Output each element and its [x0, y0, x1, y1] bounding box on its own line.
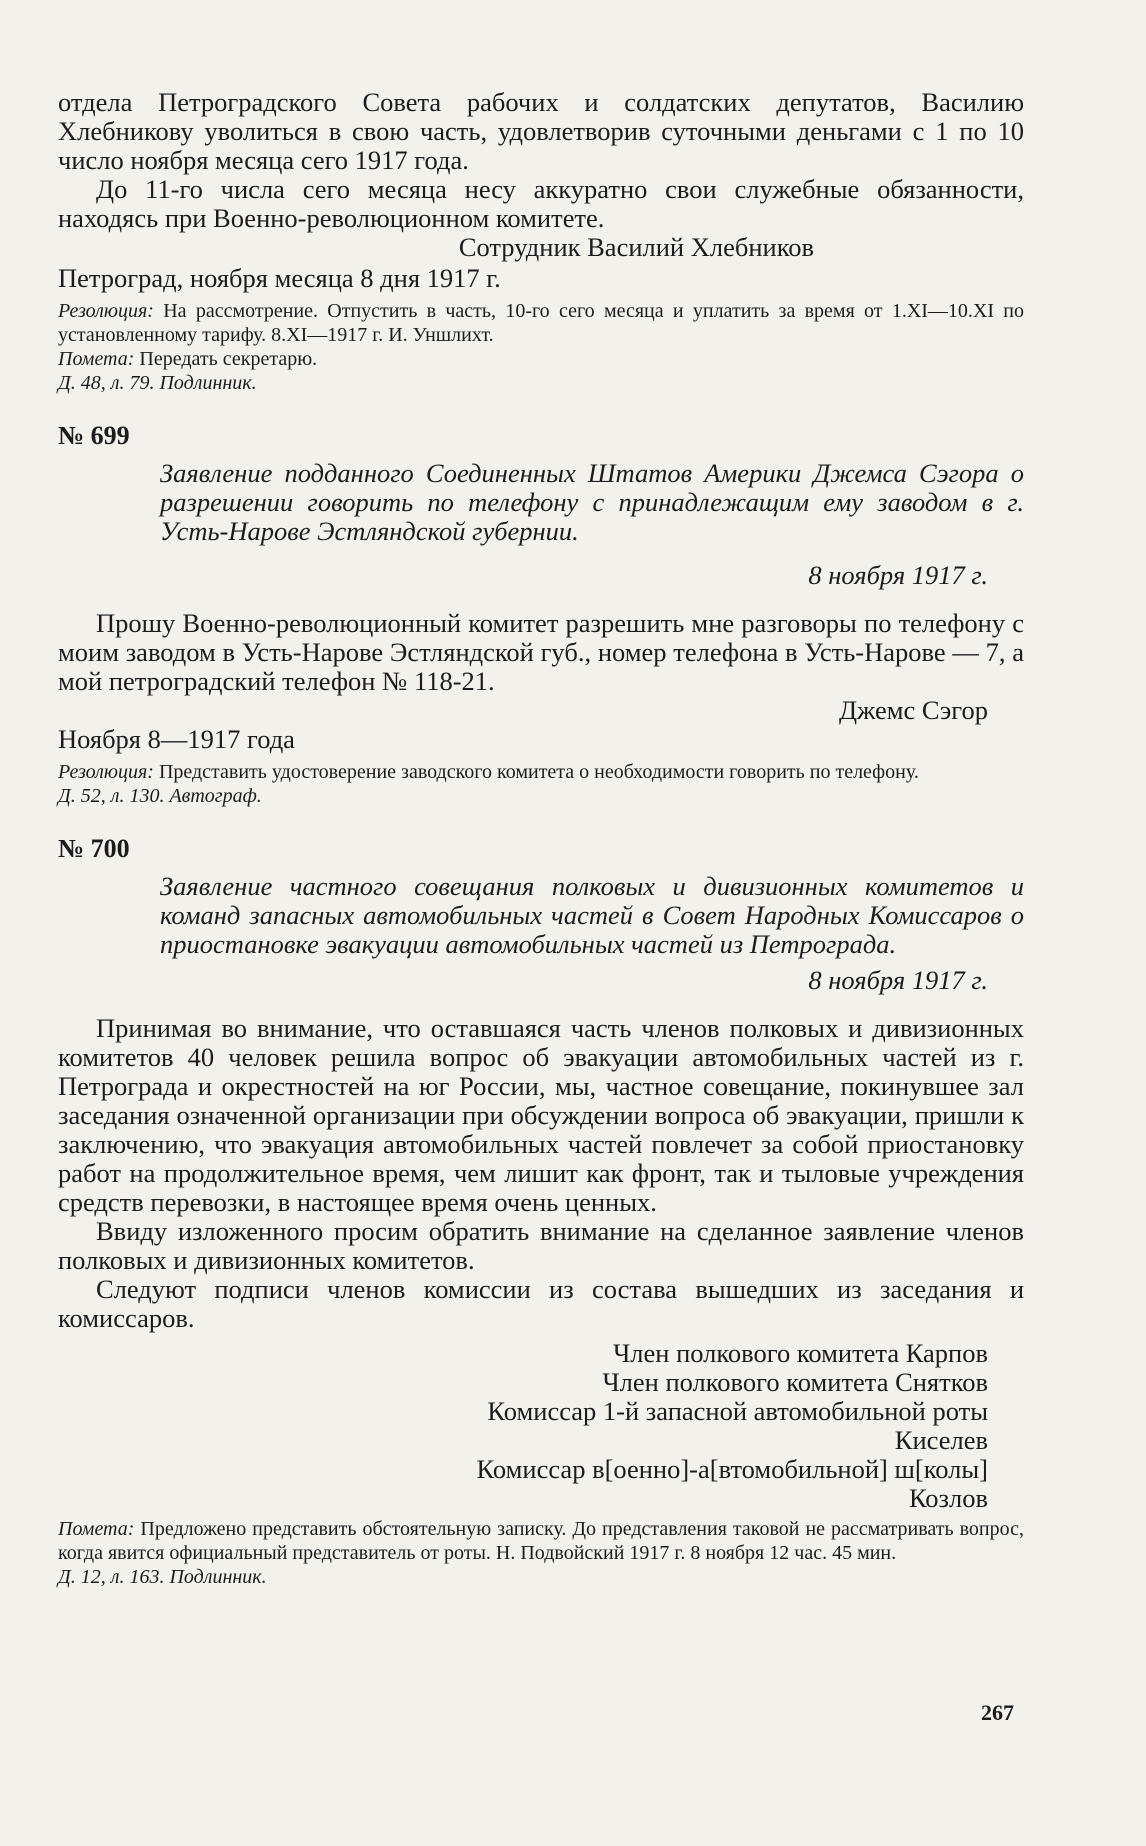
signature-karpov: Член полкового комитета Карпов	[613, 1338, 988, 1368]
resolution	[58, 299, 1024, 347]
duty-paragraph: До 11-го числа сего месяца несу аккуратно свои служебные обязанности, находясь при Военно-революционном комитете.	[58, 174, 1024, 233]
doc-number-699: № 699	[58, 421, 130, 450]
doc-body-700-para2: Ввиду изложенного просим обратить внимание на сделанное заявление членов полковых и дивизионных комитетов.	[58, 1216, 1024, 1275]
signature-snyatkov: Член полкового комитета Снятков	[602, 1367, 988, 1397]
resolution-699	[58, 760, 1024, 784]
signature-kiselev: Киселев	[894, 1425, 988, 1455]
continued-paragraph: отдела Петроградского Совета рабочих и солдатских депутатов, Василию Хлебникову уволиться в свою часть, удовлетворив суточными деньгами с 1 по 10 число ноября месяца сего 1917 года.	[58, 87, 1024, 175]
doc-number-700: № 700	[58, 834, 130, 863]
note-label: Помета:	[58, 348, 135, 370]
resolution-label-699: Резолюция:	[58, 761, 154, 783]
doc-date-700: 8 ноября 1917 г.	[808, 965, 988, 995]
signature-commissar-school: Комиссар в[оенно]-а[втомобильной] ш[колы]	[476, 1454, 988, 1484]
note-text-700: Предложено представить обстоятельную записку. До представления таковой не рассматривать вопрос, когда явится официальный представитель от роты. Н. Подвойский 1917 г. 8 ноября 12 час. 45 мин.	[58, 1518, 1024, 1564]
doc-body-700-para3: Следуют подписи членов комиссии из состава вышедших из заседания и комиссаров.	[58, 1274, 1024, 1333]
note-text: Передать секретарю.	[139, 348, 318, 370]
archive-source-699: Д. 52, л. 130. Автограф.	[58, 785, 262, 807]
signature: Сотрудник Василий Хлебников	[458, 232, 814, 262]
note-700	[58, 1517, 1024, 1565]
signature-kozlov: Козлов	[908, 1483, 988, 1513]
page-number: 267	[981, 1700, 1014, 1725]
resolution-label: Резолюция:	[58, 300, 154, 322]
note	[58, 347, 1024, 371]
doc-title-699: Заявление подданного Соединенных Штатов Америки Джемса Сэгора о разрешении говорить по телефону с принадлежащим ему заводом в г. Усть-Нарове Эстляндской губернии.	[160, 458, 1024, 546]
resolution-text-699: Представить удостоверение заводского комитета о необходимости говорить по телефону.	[158, 761, 919, 783]
doc-title-700: Заявление частного совещания полковых и дивизионных комитетов и команд запасных автомобильных частей в Совет Народных Комиссаров о приостановке эвакуации автомобильных частей из Петрограда.	[160, 871, 1024, 959]
resolution-text: На рассмотрение. Отпустить в часть, 10-го сего месяца и уплатить за время от 1.XI—10.XI по установленному тарифу. 8.XI—1917 г. И. Уншлихт.	[58, 300, 1025, 346]
doc-body-699: Прошу Военно-революционный комитет разрешить мне разговоры по телефону с моим заводом в Усть-Нарове Эстляндской губ., номер телефона в Усть-Нарове — 7, а мой петроградский телефон № 118-21.	[58, 608, 1024, 696]
signature-commissar-company: Комиссар 1-й запасной автомобильной роты	[487, 1396, 988, 1426]
signatures-700	[58, 1339, 1024, 1513]
date-line-699: Ноября 8—1917 года	[58, 724, 295, 754]
note-label-700: Помета:	[58, 1518, 135, 1540]
archive-source: Д. 48, л. 79. Подлинник.	[58, 372, 257, 394]
place-date: Петроград, ноября месяца 8 дня 1917 г.	[58, 263, 501, 293]
document-page	[58, 88, 1024, 1589]
signature-699: Джемс Сэгор	[838, 695, 988, 725]
doc-date-699: 8 ноября 1917 г.	[808, 560, 988, 590]
doc-body-700-para1: Принимая во внимание, что оставшаяся часть членов полковых и дивизионных комитетов 40 человек решила вопрос об эвакуации автомобильных частей из г. Петрограда и окрестностей на юг России, мы, частное совещание, покинувшее зал заседания означенной организации при обсуждении вопроса об эвакуации, пришли к заключению, что эвакуация автомобильных частей повлечет за собой приостановку работ на продолжительное время, чем лишит как фронт, так и тыловые учреждения средств перевозки, в настоящее время очень ценных.	[58, 1013, 1024, 1217]
archive-source-700: Д. 12, л. 163. Подлинник.	[58, 1566, 267, 1588]
